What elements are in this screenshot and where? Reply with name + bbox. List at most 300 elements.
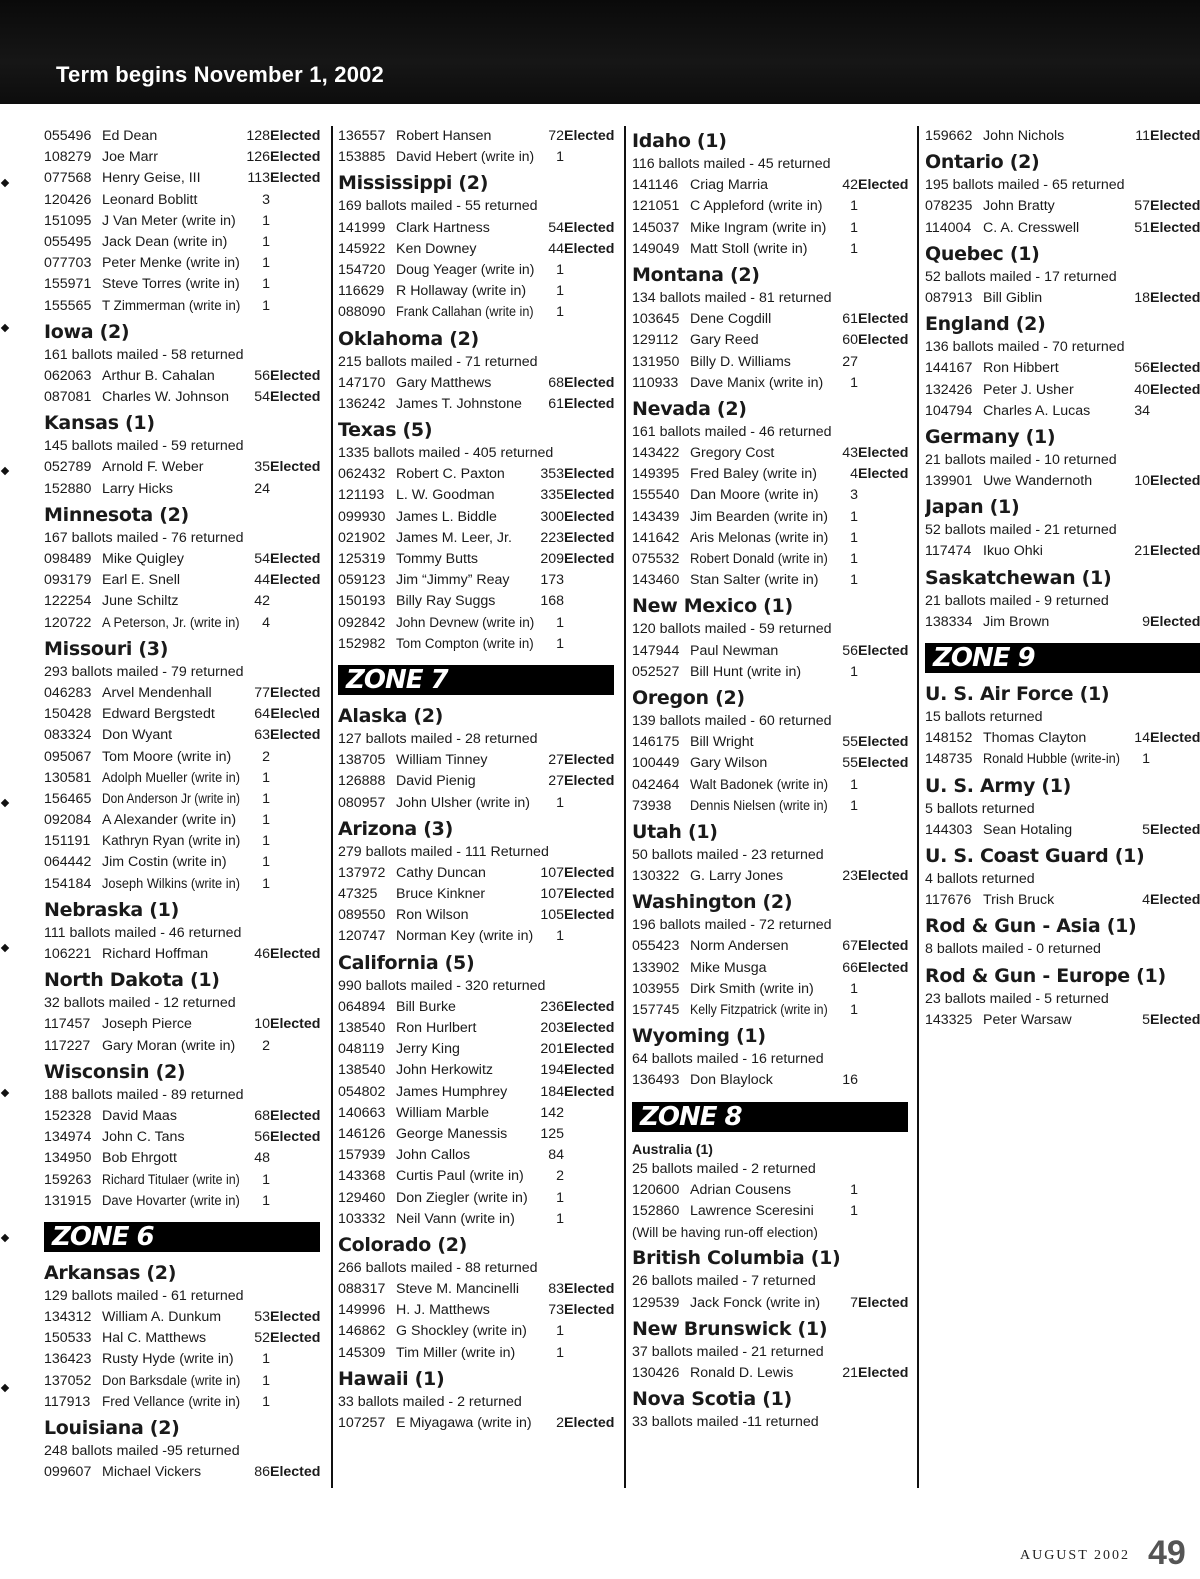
candidate-name: Jerry King	[396, 1041, 460, 1058]
ballot-summary: 127 ballots mailed - 28 returned	[338, 730, 538, 747]
status-label	[858, 1000, 908, 1021]
candidate-name: Dave Hovarter (write in)	[102, 1192, 240, 1209]
member-id: 095067	[44, 748, 92, 765]
vote-count: 54	[254, 389, 270, 406]
member-id: 104794	[925, 402, 973, 419]
region-heading: Quebec (1)	[925, 242, 1040, 265]
vote-count: 126	[246, 149, 270, 166]
region-heading: Arizona (3)	[338, 817, 453, 840]
result-row	[44, 768, 320, 789]
result-row	[632, 753, 908, 774]
vote-count: 24	[254, 480, 270, 497]
result-row	[44, 810, 320, 831]
status-label: Elected	[858, 466, 909, 483]
candidate-name: William A. Dunkum	[102, 1309, 222, 1326]
member-id: 159263	[44, 1171, 92, 1188]
vote-count: 4	[850, 466, 858, 483]
result-row	[925, 196, 1200, 217]
member-id: 145922	[338, 240, 386, 257]
member-id: 129460	[338, 1189, 386, 1206]
result-row	[632, 866, 908, 887]
region-heading: Iowa (2)	[44, 320, 130, 343]
result-row	[44, 253, 320, 274]
result-row	[338, 771, 614, 792]
candidate-name: L. W. Goodman	[396, 487, 495, 504]
result-row	[632, 528, 908, 549]
candidate-name: Larry Hicks	[102, 480, 173, 497]
result-row	[44, 274, 320, 295]
result-row	[338, 634, 614, 655]
ballot-summary: 21 ballots mailed - 10 returned	[925, 451, 1117, 468]
result-row	[338, 793, 614, 814]
vote-count: 1	[262, 1372, 270, 1389]
result-row	[44, 831, 320, 852]
member-id: 130426	[632, 1364, 680, 1381]
member-id: 055496	[44, 128, 92, 144]
result-row	[632, 958, 908, 979]
vote-count: 1	[850, 980, 858, 997]
vote-count: 64	[254, 706, 270, 723]
column-4	[925, 126, 1200, 1031]
status-label	[270, 747, 320, 768]
status-label	[858, 1201, 908, 1222]
member-id: 077703	[44, 255, 92, 272]
region-heading: Wisconsin (2)	[44, 1060, 186, 1083]
member-id: 150533	[44, 1330, 92, 1347]
member-id: 055495	[44, 233, 92, 250]
result-row	[44, 570, 320, 591]
status-label	[1150, 749, 1200, 770]
vote-count: 1	[262, 212, 270, 229]
member-id: 117457	[44, 1016, 91, 1033]
result-row	[44, 366, 320, 387]
result-row	[44, 126, 320, 147]
status-label	[858, 775, 908, 796]
status-label	[858, 549, 908, 570]
candidate-name: Bruce Kinkner	[396, 886, 486, 903]
candidate-name: Hal C. Matthews	[102, 1330, 207, 1347]
status-label	[858, 528, 908, 549]
status-label: Elected	[564, 1415, 615, 1431]
candidate-name: Kathryn Ryan (write in)	[102, 833, 241, 850]
status-label	[270, 810, 320, 831]
result-row	[44, 1328, 320, 1349]
vote-count: 1	[262, 276, 270, 293]
vote-count: 1	[850, 219, 858, 236]
status-label: Elected	[270, 1129, 321, 1146]
ballot-summary: 129 ballots mailed - 61 returned	[44, 1287, 244, 1304]
result-row	[44, 387, 320, 408]
status-label	[858, 196, 908, 217]
runoff-note: (Will be having run-off election)	[632, 1225, 818, 1241]
result-row	[632, 1201, 908, 1222]
member-id: 145309	[338, 1344, 386, 1361]
vote-count: 1	[262, 790, 270, 807]
status-label: Elected	[564, 1083, 615, 1100]
member-id: 092084	[44, 812, 92, 829]
candidate-name: C Appleford (write in)	[690, 198, 823, 215]
vote-count: 21	[1134, 543, 1150, 560]
member-id: 136242	[338, 395, 386, 412]
ballot-summary: 167 ballots mailed - 76 returned	[44, 529, 244, 546]
status-label	[564, 147, 614, 168]
result-row	[632, 239, 908, 260]
result-row	[44, 232, 320, 253]
status-label	[564, 1103, 614, 1124]
result-row	[338, 1124, 614, 1145]
candidate-name: Aris Melonas (write in)	[690, 529, 829, 546]
member-id: 103955	[632, 980, 680, 997]
vote-count: 67	[842, 938, 858, 955]
ballot-summary: 990 ballots mailed - 320 returned	[338, 977, 546, 994]
vote-count: 9	[1142, 613, 1150, 630]
region-heading: Nebraska (1)	[44, 898, 179, 921]
candidate-name: Henry Geise, III	[102, 170, 201, 187]
vote-count: 16	[842, 1072, 858, 1089]
result-row	[338, 1321, 614, 1342]
status-label: Elected	[564, 998, 615, 1015]
result-row	[44, 874, 320, 895]
vote-count: 105	[540, 907, 564, 924]
vote-count: 1	[850, 776, 858, 793]
result-row	[338, 905, 614, 926]
status-label: Elected	[1150, 219, 1200, 236]
vote-count: 1	[262, 1171, 270, 1188]
candidate-name: R Hollaway (write in)	[396, 283, 527, 300]
vote-count: 42	[254, 593, 270, 610]
status-label: Elected	[1150, 821, 1200, 838]
binding-mark	[1, 1089, 9, 1097]
ballot-summary: 111 ballots mailed - 46 returned	[44, 924, 242, 941]
result-row	[44, 549, 320, 570]
vote-count: 10	[254, 1016, 270, 1033]
result-row	[44, 1127, 320, 1148]
result-row	[44, 1349, 320, 1370]
member-id: 098489	[44, 551, 92, 567]
candidate-name: John Herkowitz	[396, 1062, 493, 1079]
member-id: 148152	[925, 730, 973, 747]
candidate-name: Richard Hoffman	[102, 946, 209, 962]
member-id: 157745	[632, 1002, 680, 1018]
result-row	[338, 302, 614, 323]
member-id: 055423	[632, 938, 680, 955]
vote-count: 68	[254, 1107, 270, 1124]
candidate-name: John Devnew (write in)	[396, 614, 535, 631]
status-label: Elected	[1150, 543, 1200, 560]
status-label	[564, 591, 614, 612]
member-id: 116629	[338, 283, 385, 300]
vote-count: 56	[254, 367, 270, 384]
member-id: 143325	[925, 1011, 973, 1028]
status-label: Elected	[858, 868, 909, 885]
candidate-name: Dene Cogdill	[690, 311, 772, 328]
region-heading: Montana (2)	[632, 263, 760, 286]
vote-count: 1	[850, 1002, 858, 1018]
candidate-name: Dave Manix (write in)	[690, 374, 824, 391]
result-row	[632, 1000, 908, 1021]
status-label: Elected	[270, 1107, 321, 1124]
member-id: 117913	[44, 1393, 91, 1410]
vote-count: 1	[850, 529, 858, 546]
result-row	[44, 457, 320, 478]
result-row	[44, 789, 320, 810]
candidate-name: Paul Newman	[690, 642, 779, 659]
member-id: 129539	[632, 1294, 680, 1311]
member-id: 73938	[632, 797, 672, 814]
candidate-name: Ron Wilson	[396, 907, 469, 924]
result-row	[338, 1413, 614, 1434]
status-label: Elected	[270, 684, 321, 701]
vote-count: 86	[254, 1464, 270, 1481]
vote-count: 1	[262, 875, 270, 892]
candidate-name: Lawrence Sceresini	[690, 1202, 814, 1219]
result-row	[925, 728, 1200, 749]
ballot-summary: 116 ballots mailed - 45 returned	[632, 156, 831, 172]
candidate-name: Gary Moran (write in)	[102, 1037, 236, 1054]
ballot-summary: 25 ballots mailed - 2 returned	[632, 1160, 816, 1177]
vote-count: 48	[254, 1150, 270, 1167]
ballot-summary: 139 ballots mailed - 60 returned	[632, 712, 832, 729]
result-row	[632, 1293, 908, 1314]
column-1	[44, 126, 320, 1483]
candidate-name: A Peterson, Jr. (write in)	[102, 614, 240, 631]
ballot-summary: 279 ballots mailed - 111 Returned	[338, 843, 549, 860]
region-heading: U. S. Air Force (1)	[925, 683, 1110, 705]
candidate-name: Ed Dean	[102, 128, 158, 144]
region-heading: U. S. Coast Guard (1)	[925, 844, 1145, 867]
member-id: 152328	[44, 1107, 92, 1124]
vote-count: 10	[1134, 473, 1150, 490]
ballot-summary: 196 ballots mailed - 72 returned	[632, 917, 832, 934]
vote-count: 236	[540, 998, 564, 1015]
status-label: Elected	[564, 395, 615, 412]
member-id: 103332	[338, 1210, 386, 1227]
status-label	[564, 1209, 614, 1230]
vote-count: 3	[262, 191, 270, 208]
vote-count: 1	[262, 255, 270, 272]
status-label: Elected	[858, 938, 909, 955]
member-id: 126888	[338, 773, 386, 790]
candidate-name: Criag Marria	[690, 177, 769, 194]
vote-count: 54	[254, 551, 270, 567]
result-row	[925, 471, 1200, 492]
binding-mark	[1, 467, 9, 475]
status-label	[564, 613, 614, 634]
result-row	[44, 944, 320, 965]
status-label: Elected	[564, 219, 615, 236]
vote-count: 1	[262, 1192, 270, 1209]
vote-count: 54	[548, 219, 564, 236]
status-label: Elected	[564, 240, 615, 257]
member-id: 120600	[632, 1181, 680, 1198]
member-id: 046283	[44, 684, 92, 701]
member-id: 137972	[338, 864, 386, 881]
status-label	[270, 1148, 320, 1169]
member-id: 152880	[44, 480, 92, 497]
region-heading: Texas (5)	[338, 419, 433, 442]
status-label: Elected	[564, 864, 615, 881]
result-row	[925, 218, 1200, 239]
result-row	[44, 1307, 320, 1328]
candidate-name: Tim Miller (write in)	[396, 1344, 516, 1361]
member-id: 092842	[338, 614, 386, 631]
region-heading: Idaho (1)	[632, 130, 727, 152]
result-row	[338, 528, 614, 549]
result-row	[632, 507, 908, 528]
result-row	[632, 1363, 908, 1384]
status-label	[270, 1170, 320, 1191]
status-label: Elected	[1150, 128, 1200, 144]
member-id: 114004	[925, 219, 972, 236]
status-label	[858, 796, 908, 817]
vote-count: 142	[540, 1104, 564, 1121]
member-id: 136423	[44, 1351, 92, 1368]
column-divider	[624, 126, 626, 1488]
status-label	[858, 485, 908, 506]
member-id: 146862	[338, 1323, 386, 1340]
candidate-name: Arnold F. Weber	[102, 459, 204, 476]
status-label: Elected	[564, 1281, 615, 1298]
status-label: Elected	[564, 487, 615, 504]
candidate-name: G. Larry Jones	[690, 868, 784, 885]
member-id: 062432	[338, 466, 386, 483]
vote-count: 55	[842, 755, 858, 772]
status-label	[270, 296, 320, 317]
status-label	[270, 591, 320, 612]
result-row	[632, 352, 908, 373]
result-row	[44, 479, 320, 500]
status-label: Elected	[564, 1062, 615, 1079]
status-label: Elected	[564, 128, 615, 144]
candidate-name: Charles A. Lucas	[983, 402, 1091, 419]
member-id: 021902	[338, 529, 386, 546]
member-id: 138540	[338, 1020, 386, 1036]
result-row	[338, 570, 614, 591]
result-row	[338, 1145, 614, 1166]
ballot-summary: 37 ballots mailed - 21 returned	[632, 1343, 824, 1360]
result-row	[632, 330, 908, 351]
status-label: Elected	[270, 1016, 321, 1033]
result-row	[338, 373, 614, 394]
region-heading: Mississippi (2)	[338, 172, 489, 195]
member-id: 143439	[632, 508, 680, 525]
candidate-name: June Schiltz	[102, 593, 179, 610]
vote-count: 113	[247, 170, 270, 187]
vote-count: 1	[556, 794, 564, 811]
region-heading: Rod & Gun - Europe (1)	[925, 964, 1166, 987]
vote-count: 1	[262, 297, 270, 314]
result-row	[338, 750, 614, 771]
result-row	[632, 373, 908, 394]
member-id: 155540	[632, 487, 680, 504]
result-row	[632, 979, 908, 1000]
status-label	[564, 793, 614, 814]
status-label	[270, 190, 320, 211]
status-label: Elected	[564, 752, 615, 769]
result-row	[338, 591, 614, 612]
candidate-name: J Van Meter (write in)	[102, 212, 236, 229]
member-id: 134974	[44, 1129, 92, 1146]
result-row	[632, 775, 908, 796]
candidate-name: E Miyagawa (write in)	[396, 1415, 532, 1431]
ballot-summary: 161 ballots mailed - 58 returned	[44, 346, 244, 363]
status-label: Elected	[1150, 613, 1200, 630]
result-row	[44, 211, 320, 232]
region-heading: British Columbia (1)	[632, 1247, 841, 1270]
candidate-name: Earl E. Snell	[102, 572, 181, 589]
status-label	[858, 218, 908, 239]
result-row	[44, 852, 320, 873]
vote-count: 52	[254, 1330, 270, 1347]
candidate-name: George Manessis	[396, 1125, 508, 1142]
candidate-name: H. J. Matthews	[396, 1302, 490, 1319]
vote-count: 1	[850, 663, 858, 680]
region-heading: Washington (2)	[632, 891, 793, 914]
result-row	[925, 126, 1200, 147]
ballot-summary: 145 ballots mailed - 59 returned	[44, 438, 244, 455]
candidate-name: Billy Ray Suggs	[396, 593, 496, 610]
status-label: Elected	[270, 1309, 321, 1326]
member-id: 137052	[44, 1372, 92, 1389]
member-id: 138334	[925, 613, 973, 630]
region-heading: Missouri (3)	[44, 637, 169, 660]
result-row	[338, 1103, 614, 1124]
status-label	[270, 1392, 320, 1413]
result-row	[632, 1070, 908, 1091]
member-id: 075532	[632, 551, 680, 567]
member-id: 093179	[44, 572, 92, 589]
vote-count: 335	[540, 487, 564, 504]
candidate-name: Robert C. Paxton	[396, 466, 505, 483]
candidate-name: Don Barksdale (write in)	[102, 1372, 241, 1389]
result-row	[338, 1018, 614, 1039]
ballot-summary: 26 ballots mailed - 7 returned	[632, 1273, 816, 1290]
result-row	[925, 612, 1200, 633]
result-row	[44, 1148, 320, 1169]
candidate-name: Mike Musga	[690, 959, 767, 976]
vote-count: 184	[540, 1083, 564, 1100]
member-id: 052789	[44, 459, 92, 476]
candidate-name: Gregory Cost	[690, 445, 775, 462]
result-row	[338, 1279, 614, 1300]
candidate-name: David Maas	[102, 1107, 177, 1124]
candidate-name: Ron Hibbert	[983, 360, 1059, 377]
vote-count: 53	[254, 1309, 270, 1326]
member-id: 141146	[632, 177, 679, 194]
result-row	[632, 175, 908, 196]
vote-count: 46	[254, 946, 270, 962]
status-label: Elected	[1150, 892, 1200, 909]
candidate-name: Joseph Pierce	[102, 1016, 192, 1033]
vote-count: 43	[842, 445, 858, 462]
vote-count: 51	[1134, 219, 1150, 236]
result-row	[632, 732, 908, 753]
status-label	[858, 662, 908, 683]
candidate-name: David Hebert (write in)	[396, 149, 535, 166]
result-row	[632, 218, 908, 239]
page-title: Term begins November 1, 2002	[56, 62, 384, 87]
vote-count: 14	[1134, 730, 1150, 747]
status-label	[564, 260, 614, 281]
candidate-name: James L. Biddle	[396, 508, 497, 525]
ballot-summary: 1335 ballots mailed - 405 returned	[338, 445, 554, 462]
member-id: 107257	[338, 1415, 386, 1431]
status-label: Elected	[270, 551, 321, 567]
result-row	[925, 749, 1200, 770]
vote-count: 1	[556, 1323, 564, 1340]
result-row	[632, 641, 908, 662]
candidate-name: Jim Costin (write in)	[102, 854, 227, 871]
